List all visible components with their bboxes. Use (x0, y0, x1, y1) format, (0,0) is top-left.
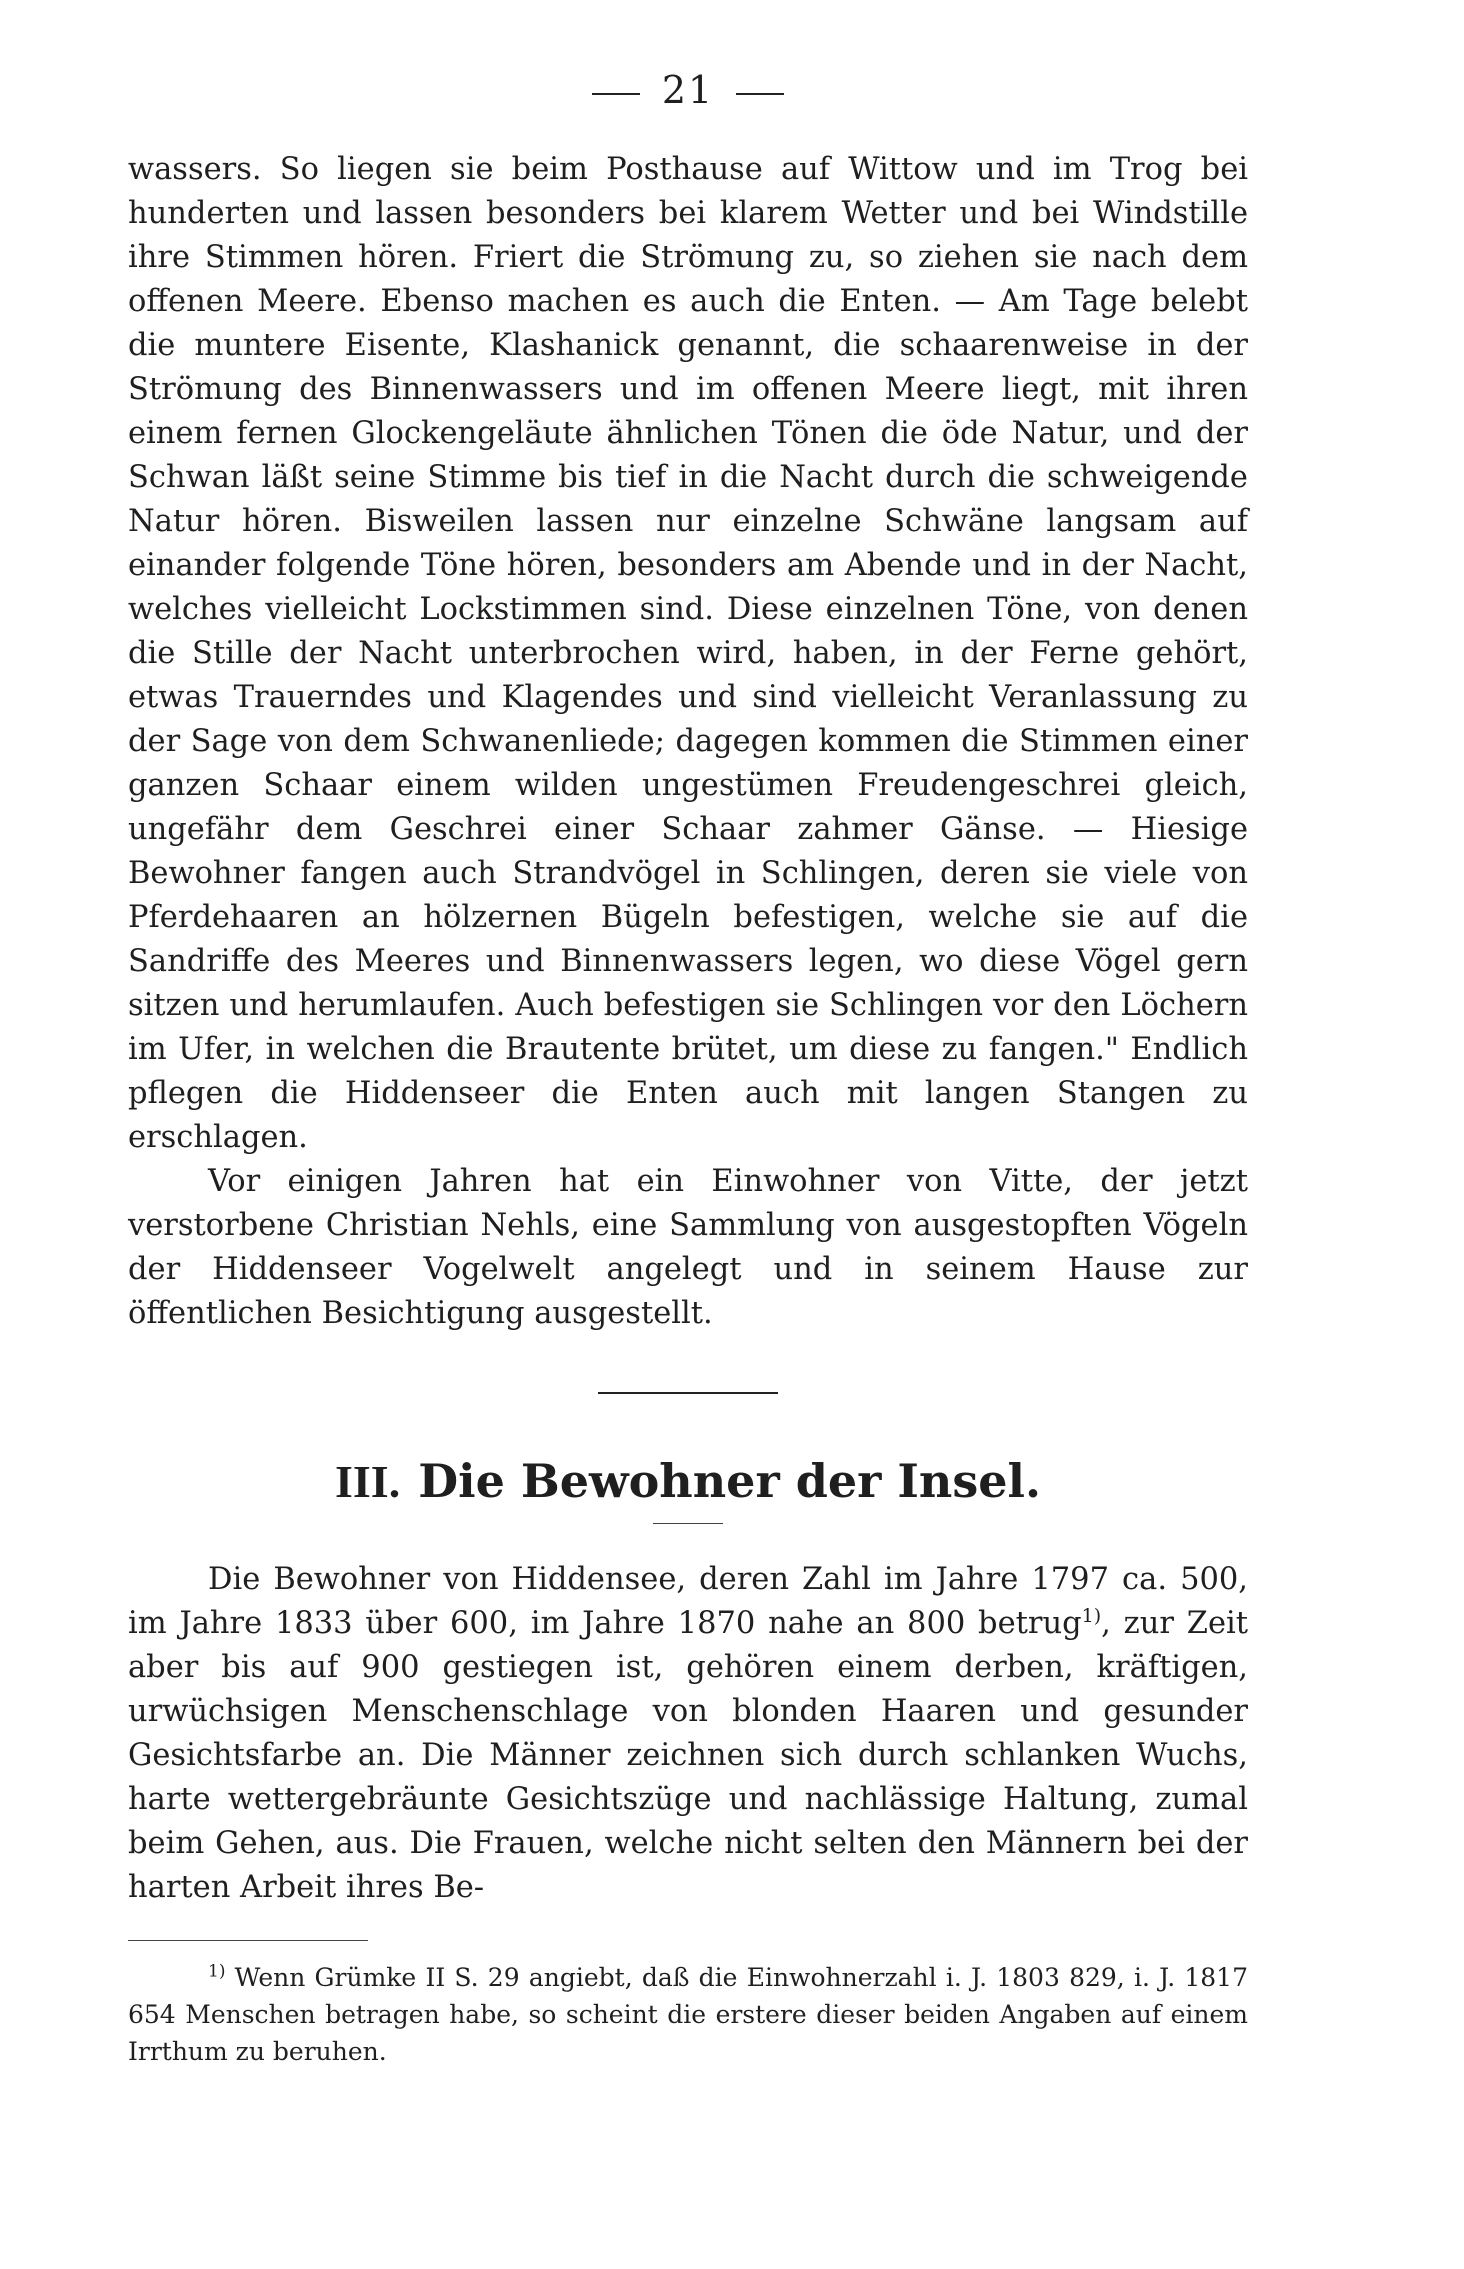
section-paragraph-1 (128, 1558, 1248, 1910)
footnote-divider (128, 1940, 368, 1941)
heading-underline (653, 1523, 723, 1524)
page-number-text: 21 (661, 68, 715, 112)
body-paragraph-2: Vor einigen Jahren hat ein Einwohner von Vitte, der jetzt verstorbene Christian Nehls, eine Sammlung von ausgestopften Vögeln der Hiddenseer Vogelwelt angelegt und in seinem Hause zur öffentlichen Besichtigung ausgestellt. (128, 1164, 1248, 1331)
section-number: III. (335, 1456, 401, 1507)
footnote-reference[interactable]: 1) (1081, 1604, 1102, 1627)
book-page (128, 60, 1248, 2070)
section-heading (128, 1446, 1248, 1517)
section-divider (598, 1392, 778, 1394)
page-number (128, 60, 1248, 120)
footnote-mark: 1) (208, 1961, 226, 1982)
page-number-dash-right (736, 93, 784, 95)
section-text-part-2: , zur Zeit aber bis auf 900 gestiegen ist, gehören einem derben, kräftigen, urwüchsigen Menschenschlage von blonden Haaren und gesunder Gesichtsfarbe an. Die Männer zeichnen sich durch schlanken Wuchs, harte wettergebräunte Gesichtszüge und nachlässige Haltung, zumal beim Gehen, aus. Die Frauen, welche nicht selten den Männern bei der harten Arbeit ihres Be- (128, 1606, 1249, 1905)
footnote-text: Wenn Grümke II S. 29 angiebt, daß die Einwohnerzahl i. J. 1803 829, i. J. 1817 654 Menschen betragen habe, so scheint die erstere dieser beiden Angaben auf einem Irrthum zu beruhen. (128, 1963, 1248, 2066)
section-title: Die Bewohner der Insel. (418, 1454, 1041, 1508)
body-paragraph-1: wassers. So liegen sie beim Posthause auf Wittow und im Trog bei hunderten und lassen besonders bei klarem Wetter und bei Windstille ihre Stimmen hören. Friert die Strömung zu, so ziehen sie nach dem offenen Meere. Ebenso machen es auch die Enten. — Am Tage belebt die muntere Eisente, Klashanick genannt, die schaarenweise in der Strömung des Binnenwassers und im offenen Meere liegt, mit ihren einem fernen Glockengeläute ähnlichen Tönen die öde Natur, und der Schwan läßt seine Stimme bis tief in die Nacht durch die schweigende Natur hören. Bisweilen lassen nur einzelne Schwäne langsam auf einander folgende Töne hören, besonders am Abende und in der Nacht, welches vielleicht Lockstimmen sind. Diese einzelnen Töne, von denen die Stille der Nacht unterbrochen wird, haben, in der Ferne gehört, etwas Trauerndes und Klagendes und sind vielleicht Veranlassung zu der Sage von dem Schwanenliede; dagegen kommen die Stimmen einer ganzen Schaar einem wilden ungestümen Freudengeschrei gleich, ungefähr dem Geschrei einer Schaar zahmer Gänse. — Hiesige Bewohner fangen auch Strandvögel in Schlingen, deren sie viele von Pferdehaaren an hölzernen Bügeln befestigen, welche sie auf die Sandriffe des Meeres und Binnenwassers legen, wo diese Vögel gern sitzen und herumlaufen. Auch befestigen sie Schlingen vor den Löchern im Ufer, in welchen die Brautente brütet, um diese zu fangen." Endlich pflegen die Hiddenseer die Enten auch mit langen Stangen zu erschlagen. (128, 152, 1248, 1155)
footnote (128, 1959, 1248, 2070)
page-number-dash-left (592, 93, 640, 95)
section-text-part-1: Die Bewohner von Hiddensee, deren Zahl im Jahre 1797 ca. 500, im Jahre 1833 über 600, im Jahre 1870 nahe an 800 betrug (128, 1562, 1248, 1641)
